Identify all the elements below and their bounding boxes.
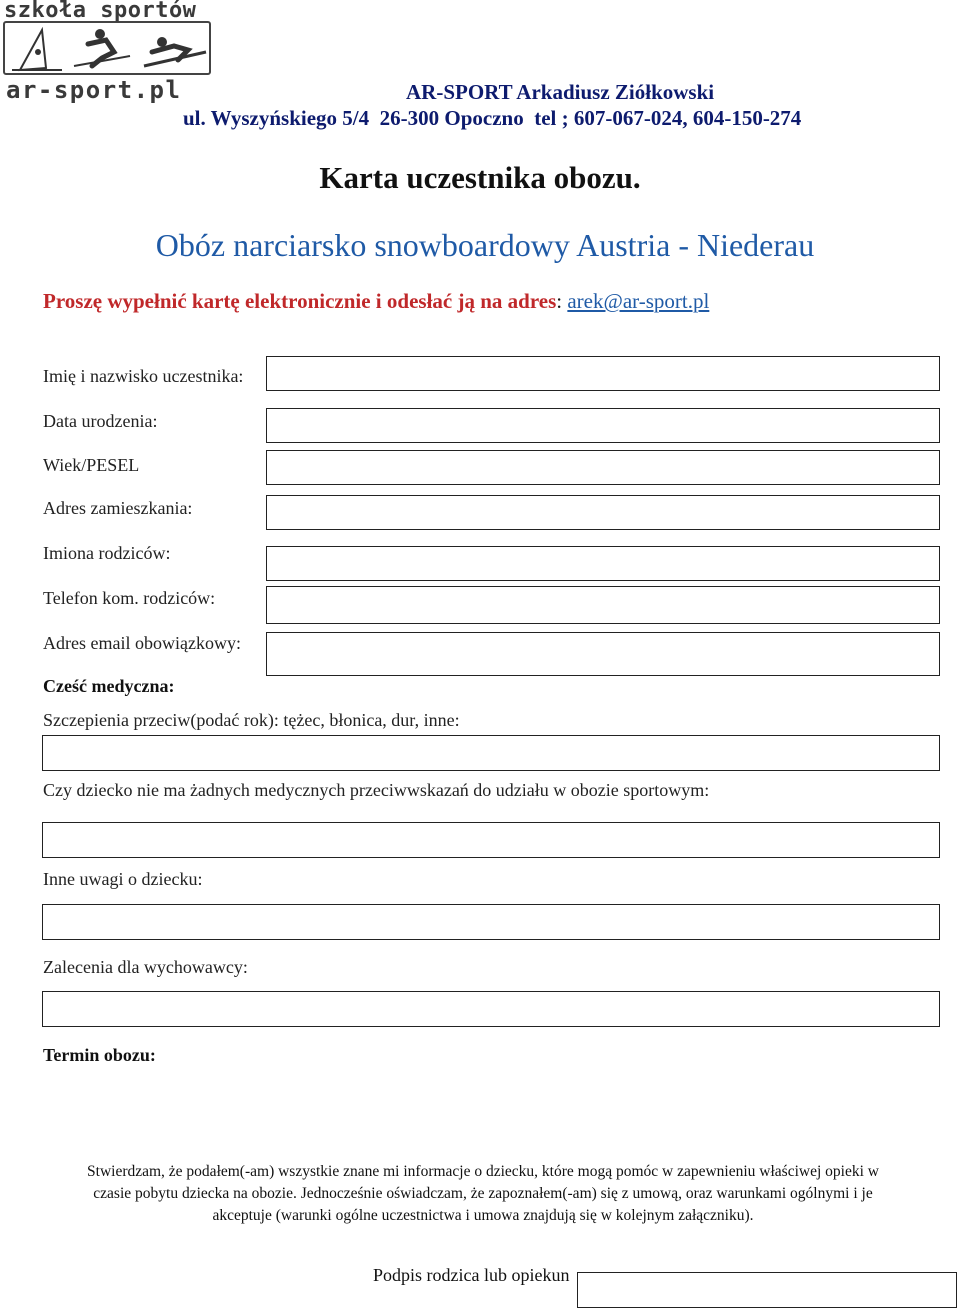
- instruction: [43, 289, 709, 314]
- camp-subtitle: Obóz narciarsko snowboardowy Austria - Niederau: [155, 227, 815, 263]
- contraindications-field[interactable]: [42, 822, 940, 858]
- consent-line: czasie pobytu dziecka na obozie. Jednocześnie oświadczam, że zapoznałem(-am) się z umową, oraz warunkami ogólnymi i je: [93, 1185, 873, 1202]
- name-label: Imię i nazwisko uczestnika:: [43, 366, 244, 386]
- logo-text-bottom: ar-sport.pl: [6, 76, 182, 104]
- address-field[interactable]: [266, 495, 940, 530]
- other-notes-label: Inne uwagi o dziecku:: [43, 869, 203, 889]
- email-label: Adres email obowiązkowy:: [43, 633, 241, 653]
- vaccinations-label: Szczepienia przeciw(podać rok): tężec, błonica, dur, inne:: [43, 710, 460, 730]
- parents-phone-field[interactable]: [266, 586, 940, 624]
- page-title: Karta uczestnika obozu.: [319, 160, 641, 195]
- signature-label: Podpis rodzica lub opiekun: [373, 1265, 570, 1285]
- birth-date-field[interactable]: [266, 408, 940, 443]
- pesel-label: Wiek/PESEL: [43, 455, 140, 475]
- instruction-text: Proszę wypełnić kartę elektronicznie i odesłać ją na adres: [43, 289, 557, 313]
- signature-field[interactable]: [577, 1272, 957, 1308]
- parents-phone-label: Telefon kom. rodziców:: [43, 588, 216, 608]
- term-heading: Termin obozu:: [43, 1045, 156, 1065]
- parents-names-field[interactable]: [266, 546, 940, 581]
- company-address: ul. Wyszyńskiego 5/4 26-300 Opoczno tel ; 607-067-024, 604-150-274: [183, 106, 802, 130]
- instruction-colon: :: [556, 289, 568, 313]
- consent-line: Stwierdzam, że podałem(-am) wszystkie znane mi informacje o dziecku, które mogą pomóc w zapewnieniu właściwej opieki w: [87, 1163, 879, 1180]
- medical-heading: Cześć medyczna:: [43, 676, 175, 696]
- name-field[interactable]: [266, 356, 940, 391]
- recommendations-field[interactable]: [42, 991, 940, 1027]
- consent-statement: [40, 1161, 926, 1227]
- consent-line: akceptuje (warunki ogólne uczestnictwa i umowa znajdują się w kolejnym załączniku).: [212, 1207, 754, 1224]
- other-notes-field[interactable]: [42, 904, 940, 940]
- address-label: Adres zamieszkania:: [43, 498, 193, 518]
- parents-names-label: Imiona rodziców:: [43, 543, 171, 563]
- vaccinations-field[interactable]: [42, 735, 940, 771]
- logo-text-top: szkoła sportów: [4, 0, 197, 23]
- birth-date-label: Data urodzenia:: [43, 411, 158, 431]
- email-field[interactable]: [266, 632, 940, 676]
- contraindications-label: Czy dziecko nie ma żadnych medycznych przeciwwskazań do udziału w obozie sportowym:: [43, 780, 710, 800]
- recommendations-label: Zalecenia dla wychowawcy:: [43, 957, 248, 977]
- email-link[interactable]: arek@ar-sport.pl: [567, 289, 710, 313]
- company-name: AR-SPORT Arkadiusz Ziółkowski: [406, 80, 715, 104]
- pesel-field[interactable]: [266, 450, 940, 485]
